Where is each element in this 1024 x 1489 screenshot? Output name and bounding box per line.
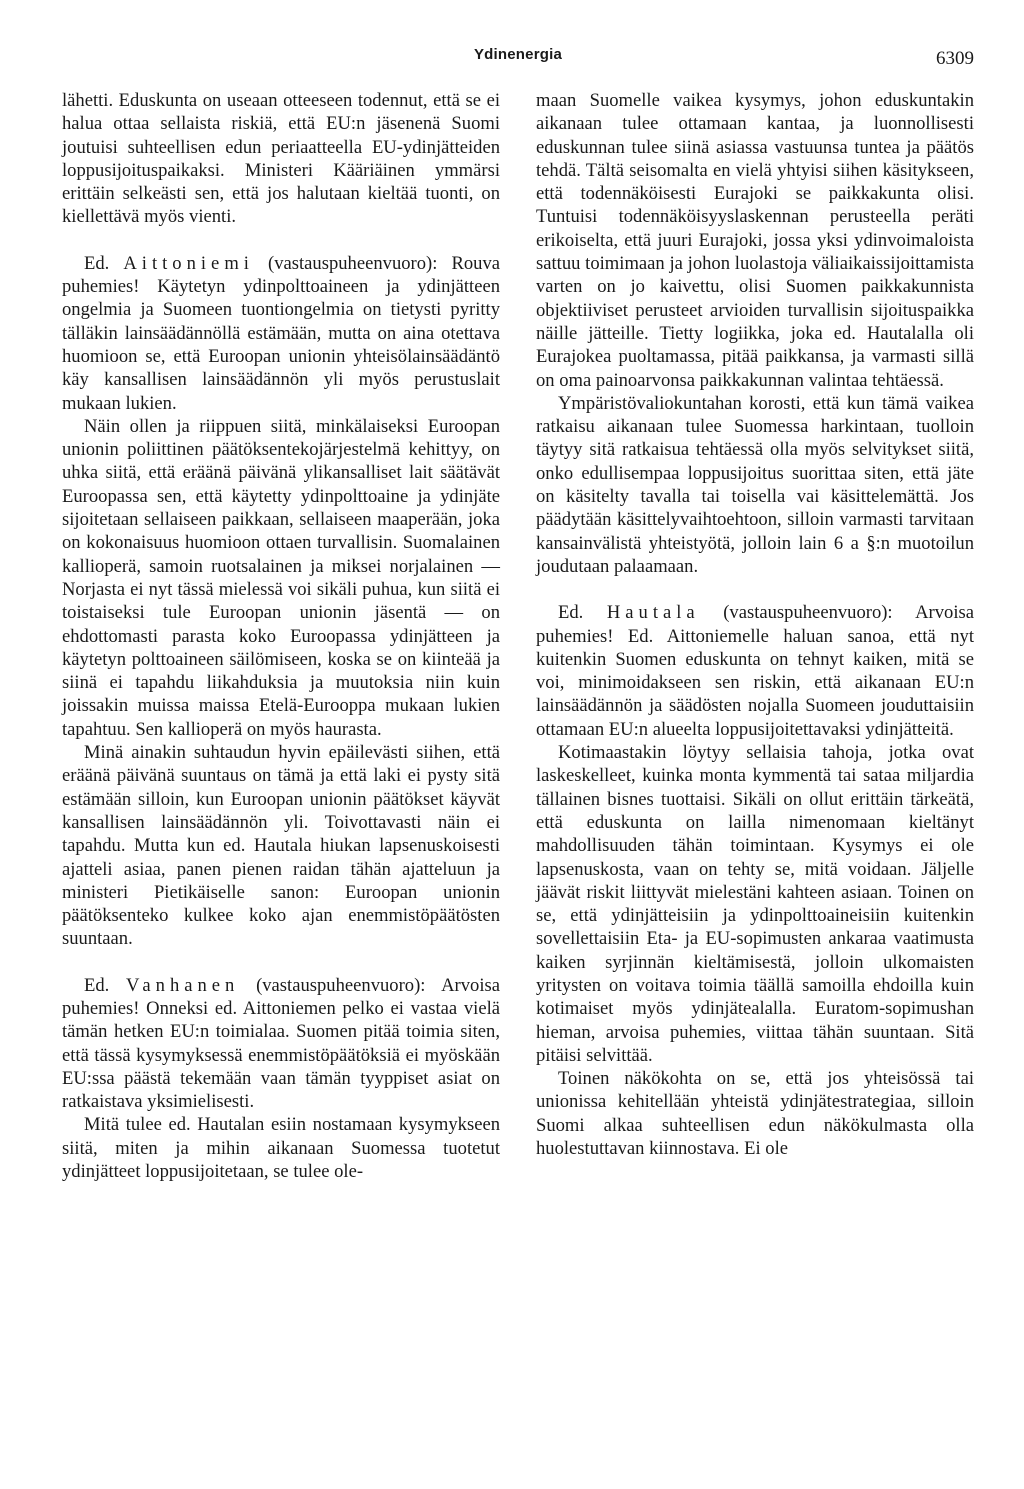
- running-title: Ydinenergia: [473, 46, 563, 63]
- page-header: [62, 46, 974, 76]
- paragraph: Näin ollen ja riippuen siitä, minkälaiseksi Euroopan unionin poliittinen päätöksentekojärjestelmä kehittyy, on uhka siitä, että eräänä päivänä ylikansalliset lait säätävät Euroopassa sen, että käytetty ydinpolttoaine ja ydinjäte sijoitetaan sellaiseen paikkaan, sellaiseen maaperään, joka on kokonaisuus huomioon ottaen turvallisin. Suomalainen kallioperä, samoin ruotsalainen ja miksei norjalainen — Norjasta ei nyt tässä mielessä voi sikäli puhua, kun siitä ei toistaiseksi tule Euroopan unionin jäsentä — on ehdottomasti parasta koko Euroopassa ydinjätteen ja käytetyn polttoaineen säilömiseen, koska se on kiinteää ja siinä ei tapahdu liikahduksia ja muutoksia niin kuin joissakin muissa maissa Etelä-Eurooppa mukaan lukien tapahtuu. Sen kallioperä on myös haurasta.: [62, 415, 500, 740]
- paragraph: lähetti. Eduskunta on useaan otteeseen todennut, että se ei halua ottaa sellaista riskiä, että EU:n jäsenenä Suomi joutuisi suhteellisen edun periaatteella EU-ydinjätteiden loppusijoituspaikaksi. Ministeri Kääriäinen ymmärsi erittäin selkeästi sen, että jos halutaan kieltää tuonti, on kiellettävä myös vienti.: [62, 90, 500, 228]
- left-column: [62, 89, 500, 1183]
- paragraph: Mitä tulee ed. Hautalan esiin nostamaan kysymykseen siitä, miten ja mihin aikanaan Suomessa tuotetut ydinjätteet loppusijoitetaan, se tulee ole-: [62, 1114, 500, 1183]
- paragraph: Toinen näkökohta on se, että jos yhteisössä tai unionissa kehitellään yhteistä ydinjätestrategiaa, silloin Suomi alkaa suhteellisen edun näkökulmasta olla huolestuttavan kiinnostava. Ei ole: [536, 1068, 974, 1160]
- page-number: 6309: [936, 48, 974, 69]
- speech-paragraph: [62, 974, 500, 1114]
- speech-text: (vastauspuheenvuoro): Arvoisa puhemies! Ed. Aittoniemelle haluan sanoa, että nyt kuitenkin Suomen eduskunta on tehnyt kaiken, mitä se voi, minimoidakseen sen riskin, että aikanaan EU:n lainsäädännön ja säädösten nojalla Suomeen jouduttaisiin ottamaan EU:n alueelta loppusijoitettavaksi ydinjätteitä.: [536, 602, 974, 740]
- speech-paragraph: [536, 601, 974, 741]
- paragraph: Kotimaastakin löytyy sellaisia tahoja, jotka ovat laskeskelleet, kuinka monta kymmentä tai sataa miljardia tällainen bisnes tuottaisi. Sikäli on ollut erittäin tärkeätä, että eduskunta on lailla nimenomaan kieltänyt mahdollisuuden tähän toimintaan. Kysymys ei ole lapsenuskosta, vaan on tehty se, mitä voidaan. Jäljelle jäävät riskit liittyvät mielestäni kahteen asiaan. Toinen on se, että ydinjätteisiin ja ydinpolttoaineisiin kuitenkin sovellettaisiin Eta- ja EU-sopimusten ankaraa vaatimusta kaiken syrjinnän kieltämisestä, jolloin ulkomaisten yritysten on voitava toimia täällä samoilla ehdoilla kuin kotimaiset myös ydinjätealalla. Euratom-sopimushan hieman, arvoisa puhemies, viittaa tähän suuntaan. Sitä pitäisi selvittää.: [536, 742, 974, 1066]
- speech-prefix: Ed.: [84, 974, 127, 996]
- paragraph: Ympäristövaliokuntahan korosti, että kun tämä vaikea ratkaisu aikanaan tulee Suomessa harkintaan, tuolloin täytyy sitä ratkaisua tehtäessä olla myös selvitykset siitä, onko edullisempaa loppusijoitus suorittaa siten, että jäte on käsitelty tavalla tai toisella vai käsittelemättä. Jos päädytään käsittelyvaihtoehtoon, silloin varmasti tarvitaan kansainvälistä yhteistyötä, jolloin lain 6 a §:n muotoilun joudutaan palaamaan.: [536, 392, 974, 577]
- text-columns: [62, 89, 974, 1183]
- speech-text: (vastauspuheenvuoro): Rouva puhemies! Käytetyn ydinpolttoaineen ja ydinjätteen ongelmia ja Suomeen tuontiongelmia on tietysti pyritty tälläkin lainsäädännöllä estämään, mutta on aina otettava huomioon se, että Euroopan unionin yhteisölainsäädäntö käy kansallisen lainsäädännön yli myös perustuslait mukaan lukien.: [62, 252, 500, 414]
- speaker-name: Vanhanen: [126, 974, 240, 996]
- speech-text: (vastauspuheenvuoro): Arvoisa puhemies! Onneksi ed. Aittoniemen pelko ei vastaa vielä tämän hetken EU:n toimialaa. Suomen pitää toimia siten, että tässä kysymyksessä enemmistöpäätöksiä ei myöskään EU:ssa päästä tekemään vaan tämän tyyppiset asiat on ratkaistava yksimielisesti.: [62, 974, 500, 1113]
- speaker-name: Aittoniemi: [123, 252, 254, 274]
- paragraph: maan Suomelle vaikea kysymys, johon eduskuntakin aikanaan tulee ottamaan kantaa, ja luonnollisesti eduskunnan tulee siinä asiassa vastuunsa tuntea ja päätös tehdä. Tältä seisomalta en vielä yhtyisi siihen käsitykseen, että todennäköisesti Eurajoki se paikkakunta olisi. Tuntuisi todennäköisyyslaskennan perusteella peräti erikoiselta, että juuri Eurajoki, jossa yksi ydinvoimaloista sattuu toimimaan ja johon luolastoja väliaikaissijoittamista varten on jo kaivettu, olisi Suomen paikkakunnista objektiiviset perusteet arvioiden turvallisin sijoituspaikka näille jätteille. Tietty logiikka, joka ed. Hautalalla oli Eurajokea puoltamassa, pitää paikkansa, ja varmasti sillä on oma painoarvonsa paikkakunnan valintaa tehtäessä.: [536, 90, 974, 391]
- right-column: [536, 89, 974, 1183]
- speech-paragraph: [62, 252, 500, 415]
- speech-prefix: Ed.: [558, 602, 607, 624]
- speaker-name: Hautala: [606, 602, 700, 624]
- paragraph: Minä ainakin suhtaudun hyvin epäilevästi siihen, että eräänä päivänä suuntaus on tämä ja että laki ei pysty sitä estämään silloin, kun Euroopan unionin päätökset käyvät kansallisen lainsäädännön yli. Toivottavasti näin ei tapahdu. Mutta kun ed. Hautala hiukan lapsenuskoisesti ajatteli asiaa, panen pienen raidan tähän ajatteluun ja ministeri Pietikäiselle sanon: Euroopan unionin päätöksenteko kulkee koko ajan enemmistöpäätösten suuntaan.: [62, 742, 500, 950]
- speech-prefix: Ed.: [84, 252, 124, 274]
